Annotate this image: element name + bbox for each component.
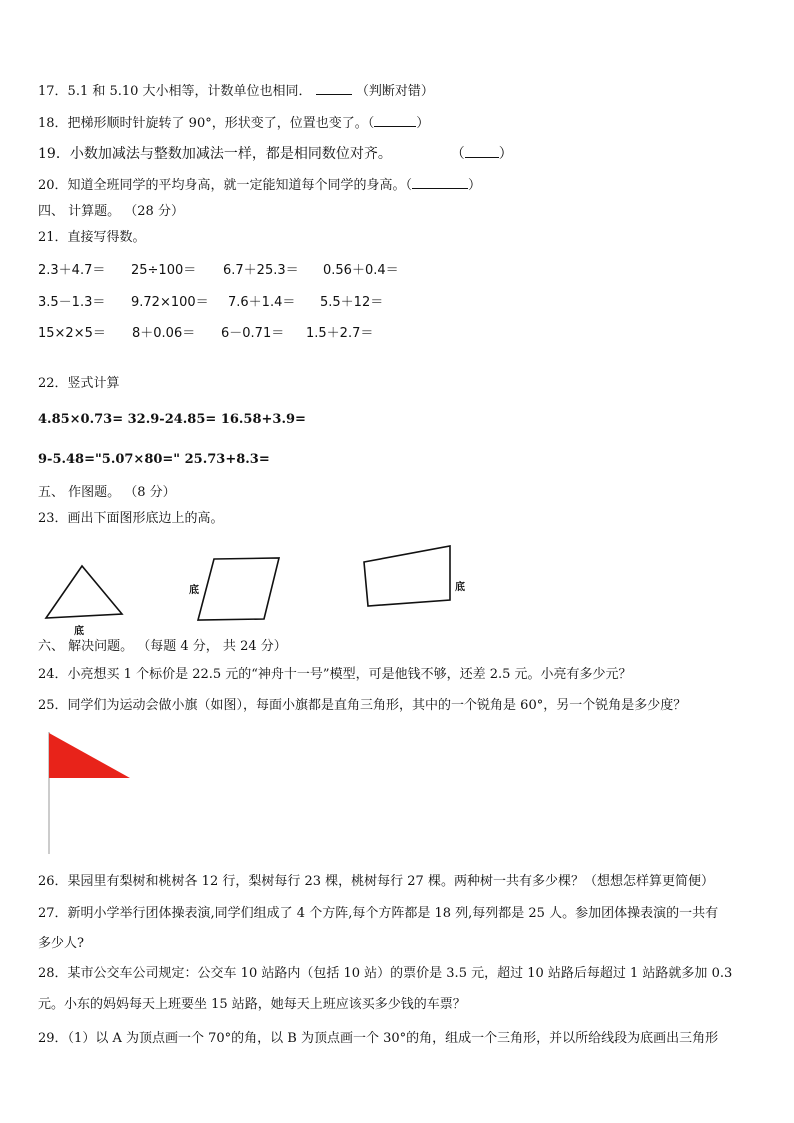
question-22-line-1: 4.85×0.73= 32.9-24.85= 16.58+3.9= bbox=[38, 412, 306, 427]
calc-item: 9.72×100＝ bbox=[131, 295, 209, 310]
question-25-text: 25．同学们为运动会做小旗（如图），每面小旗都是直角三角形，其中的一个锐角是 60°，另一个锐角是多少度？ bbox=[38, 698, 687, 713]
question-27-line-1: 27．新明小学举行团体操表演,同学们组成了 4 个方阵,每个方阵都是 18 列,每列都是 25 人。参加团体操表演的一共有 bbox=[38, 906, 719, 921]
answer-blank[interactable] bbox=[374, 114, 416, 127]
question-21-text: 21．直接写得数。 bbox=[38, 230, 146, 245]
question-19-text: 19．小数加减法与整数加减法一样，都是相同数位对齐。 bbox=[38, 146, 392, 162]
question-20-suffix: ） bbox=[468, 178, 482, 193]
question-28-line-1: 28．某市公交车公司规定：公交车 10 站路内（包括 10 站）的票价是 3.5 元，超过 10 站路后每超过 1 站路就多加 0.3 bbox=[38, 966, 733, 981]
question-22-line-2: 9-5.48="5.07×80=" 25.73+8.3= bbox=[38, 452, 270, 467]
question-19-open: （ bbox=[450, 146, 465, 162]
section-5-title: 五、 作图题。 （8 分） bbox=[38, 485, 176, 500]
calc-item: 8＋0.06＝ bbox=[132, 326, 196, 341]
question-18-suffix: ） bbox=[416, 116, 430, 131]
section-4-title: 四、 计算题。 （28 分） bbox=[38, 204, 184, 219]
flag-figure bbox=[44, 730, 136, 856]
question-28-line-2: 元。小东的妈妈每天上班要坐 15 站路，她每天上班应该买多少钱的车票？ bbox=[38, 997, 466, 1012]
calc-item: 25÷100＝ bbox=[131, 263, 197, 278]
question-19-suffix: ） bbox=[498, 146, 513, 162]
question-23-text: 23．画出下面图形底边上的高。 bbox=[38, 511, 224, 526]
triangle-figure bbox=[38, 558, 128, 637]
calc-item: 1.5＋2.7＝ bbox=[306, 326, 374, 341]
calc-item: 3.5－1.3＝ bbox=[38, 295, 106, 310]
calc-item: 15×2×5＝ bbox=[38, 326, 106, 341]
calc-item: 7.6＋1.4＝ bbox=[228, 295, 296, 310]
parallelogram-figure bbox=[190, 553, 285, 625]
answer-blank[interactable] bbox=[316, 82, 352, 95]
question-22-text: 22．竖式计算 bbox=[38, 376, 120, 391]
question-18 bbox=[38, 114, 429, 133]
question-26-text: 26．果园里有梨树和桃树各 12 行，梨树每行 23 棵，桃树每行 27 棵。两种树一共有多少棵？（想想怎样算更简便） bbox=[38, 874, 714, 889]
question-20-text: 20．知道全班同学的平均身高，就一定能知道每个同学的身高。（ bbox=[38, 178, 413, 193]
calc-item: 2.3＋4.7＝ bbox=[38, 263, 106, 278]
question-27-line-2: 多少人? bbox=[38, 936, 84, 951]
answer-blank[interactable] bbox=[412, 176, 468, 189]
question-19 bbox=[38, 145, 513, 163]
calc-item: 6.7＋25.3＝ bbox=[223, 263, 299, 278]
question-20 bbox=[38, 176, 481, 195]
triangle-base-label: 底 bbox=[74, 626, 84, 637]
section-6-title: 六、 解决问题。 （每题 4 分， 共 24 分） bbox=[38, 639, 287, 654]
calc-item: 6－0.71＝ bbox=[221, 326, 285, 341]
question-17-suffix: （判断对错） bbox=[355, 84, 434, 99]
trapezoid-base-label: 底 bbox=[455, 582, 465, 593]
question-17 bbox=[38, 82, 434, 101]
answer-blank[interactable] bbox=[465, 145, 499, 158]
question-29-text: 29．（1）以 A 为顶点画一个 70°的角，以 B 为顶点画一个 30°的角，组成一个三角形，并以所给线段为底画出三角形 bbox=[38, 1031, 719, 1046]
parallelogram-base-label: 底 bbox=[189, 585, 199, 596]
calc-item: 5.5＋12＝ bbox=[320, 295, 384, 310]
trapezoid-figure bbox=[360, 542, 455, 610]
question-18-text: 18．把梯形顺时针旋转了 90°，形状变了，位置也变了。（ bbox=[38, 116, 375, 131]
question-24-text: 24．小亮想买 1 个标价是 22.5 元的“神舟十一号”模型，可是他钱不够，还差 2.5 元。小亮有多少元？ bbox=[38, 667, 632, 682]
calc-item: 0.56＋0.4＝ bbox=[323, 263, 399, 278]
question-17-text: 17．5.1 和 5.10 大小相等，计数单位也相同． bbox=[38, 84, 312, 99]
